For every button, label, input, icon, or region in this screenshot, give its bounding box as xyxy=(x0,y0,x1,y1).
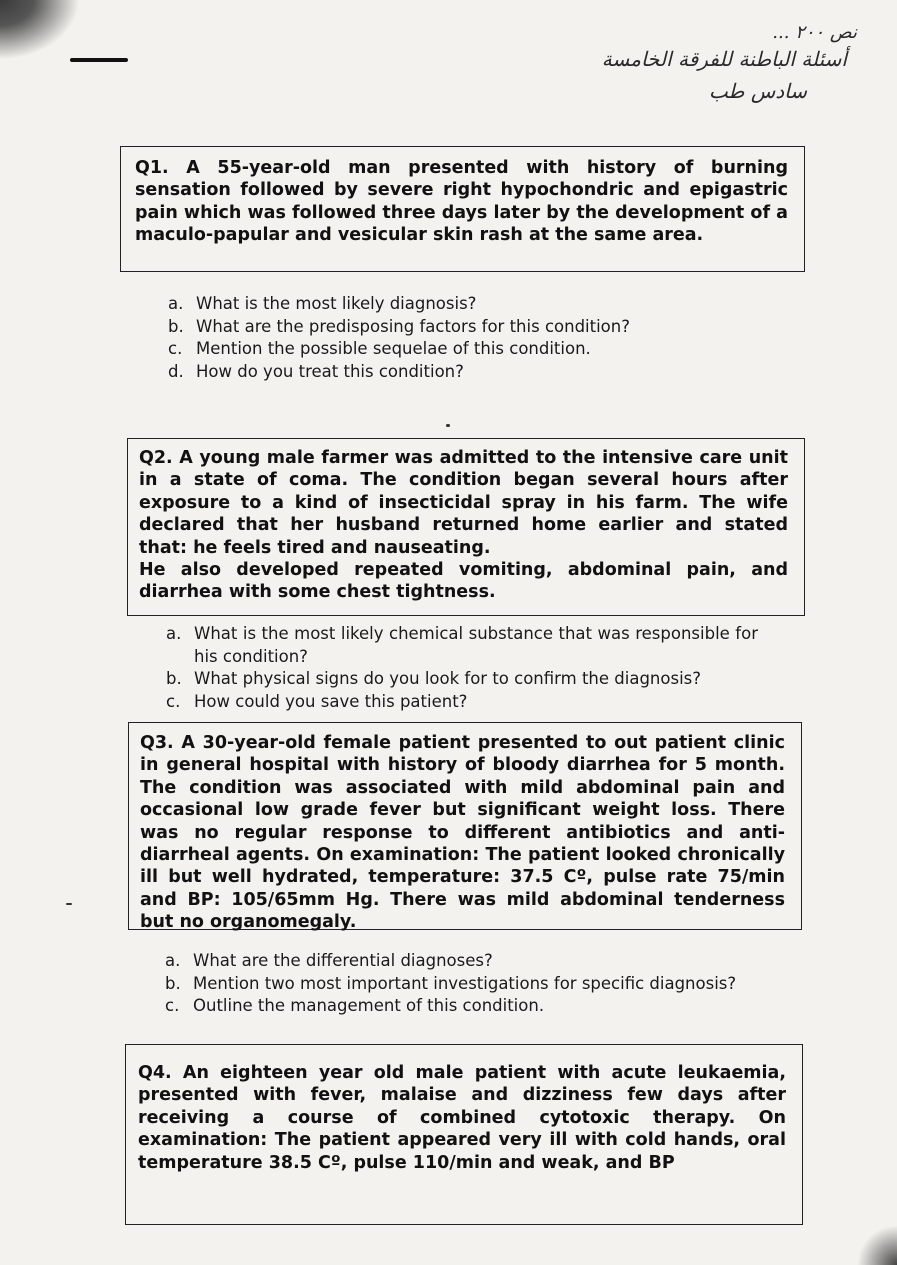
list-item: b. What physical signs do you look for to confirm the diagnosis? xyxy=(166,669,702,688)
question-1-subquestions xyxy=(168,293,768,383)
list-item: b. Mention two most important investigations for specific diagnosis? xyxy=(165,973,737,993)
dash-mark xyxy=(70,58,128,62)
scan-shadow xyxy=(0,0,80,60)
handwritten-line: أسئلة الباطنة للفرقة الخامسة xyxy=(601,47,847,71)
question-2-text-continued: He also developed repeated vomiting, abdominal pain, and diarrhea with some chest tightness. xyxy=(139,560,788,603)
question-1-text: Q1. A 55-year-old man presented with history of burning sensation followed by severe right hypochondric and epigastric pain which was followed three days later by the development of a maculo-papular and vesicular skin rash at the same area. xyxy=(135,158,788,246)
question-2-box xyxy=(127,438,805,616)
list-item: c. Outline the management of this condition. xyxy=(165,996,545,1015)
question-3-text: Q3. A 30-year-old female patient presented to out patient clinic in general hospital with history of bloody diarrhea for 5 month. The condition was associated with mild abdominal pain and occasional low grade fever but significant weight loss. There was no regular response to different antibiotics and anti-diarrheal agents. On examination: The patient looked chronically ill but well hydrated, temperature: 37.5 Cº, pulse rate 75/min and BP: 105/65mm Hg. There was mild abdominal tenderness but no organomegaly. xyxy=(140,733,785,933)
list-item: c. How could you save this patient? xyxy=(166,691,468,711)
question-4-box xyxy=(125,1044,803,1225)
handwritten-line: سادس طب xyxy=(708,79,807,103)
list-item: c. Mention the possible sequelae of this condition. xyxy=(168,339,591,358)
list-item: d. How do you treat this condition? xyxy=(168,361,464,381)
list-item: b. What are the predisposing factors for this condition? xyxy=(168,316,630,336)
list-item: a. What is the most likely diagnosis? xyxy=(168,294,477,313)
question-2-subquestions xyxy=(166,623,758,713)
scan-shadow xyxy=(857,1225,897,1265)
scan-speck xyxy=(446,424,450,427)
question-4-text: Q4. An eighteen year old male patient with acute leukaemia, presented with fever, malaise and dizziness few days after receiving a course of combined cytotoxic therapy. On examination: The patient appeared very ill with cold hands, oral temperature 38.5 Cº, pulse 110/min and weak, and BP xyxy=(138,1063,786,1173)
question-3-box xyxy=(128,722,802,933)
scan-speck xyxy=(66,903,72,905)
list-item: a. What is the most likely chemical substance that was responsible for his condition? xyxy=(166,624,758,666)
list-item: a. What are the differential diagnoses? xyxy=(165,951,493,970)
question-1-box xyxy=(120,146,805,272)
handwritten-line: نص ٢٠٠ ... xyxy=(772,22,857,43)
question-2-text: Q2. A young male farmer was admitted to the intensive care unit in a state of coma. The condition began several hours after exposure to a kind of insecticidal spray in his farm. The wife declared that her husband returned home earlier and stated that: he feels tired and nauseating. xyxy=(139,448,788,558)
question-3-subquestions xyxy=(165,950,759,1018)
handwritten-annotation xyxy=(557,22,857,103)
